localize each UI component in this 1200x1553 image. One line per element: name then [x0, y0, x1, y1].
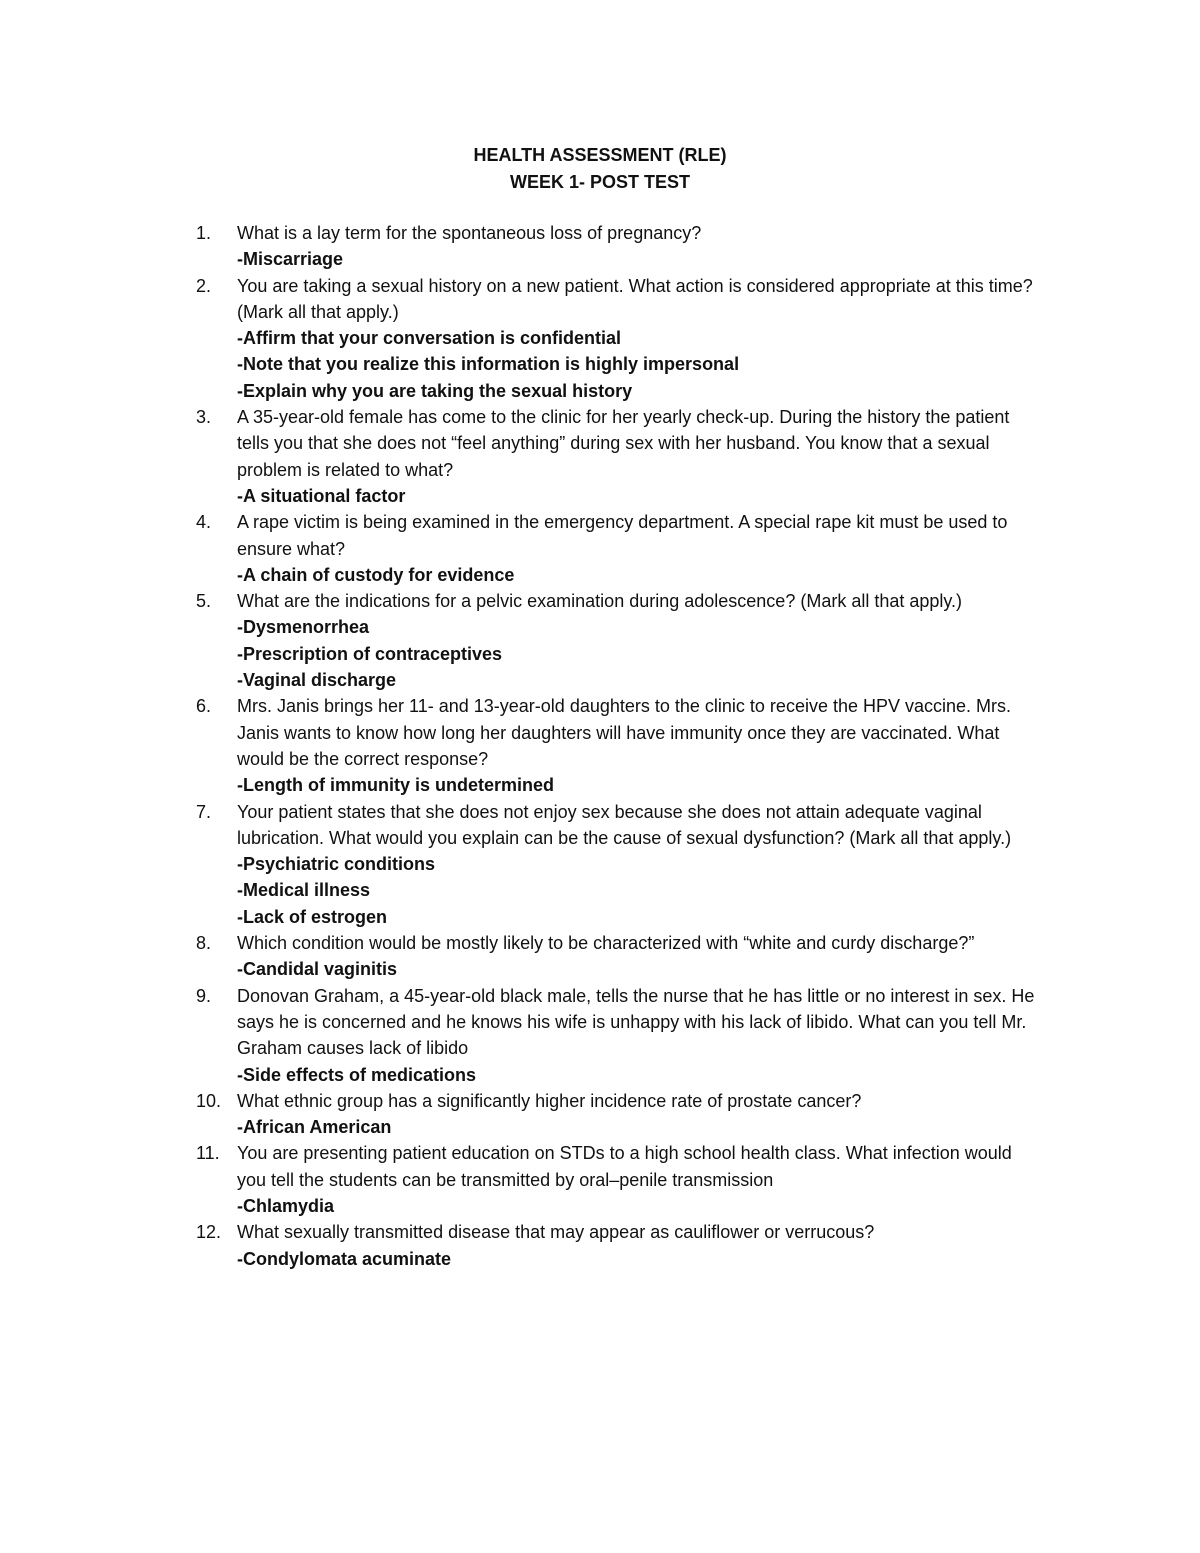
- question-item: [0, 588, 1037, 693]
- question-number: 11.: [196, 1143, 220, 1164]
- answer-text: -Dysmenorrhea: [237, 617, 370, 638]
- question-text: You are presenting patient education on STDs to a high school health class. What infection would you tell the students can be transmitted by oral–penile transmission: [237, 1143, 1012, 1190]
- question-item: [0, 983, 1037, 1088]
- question-item: [0, 1140, 1037, 1219]
- question-number: 4.: [196, 512, 212, 533]
- answer-text: -Miscarriage: [237, 249, 344, 270]
- question-number: 10.: [196, 1090, 222, 1111]
- question-number: 8.: [196, 933, 212, 954]
- answer-text: -Affirm that your conversation is confidential: [237, 328, 622, 349]
- question-number: 2.: [196, 275, 212, 296]
- question-text: What is a lay term for the spontaneous loss of pregnancy?: [237, 223, 702, 243]
- answer-text: -Prescription of contraceptives: [237, 643, 503, 664]
- question-item: [0, 273, 1037, 404]
- answer-text: -Vaginal discharge: [237, 670, 397, 691]
- question-text: A 35-year-old female has come to the clinic for her yearly check-up. During the history the patient tells you that she does not “feel anything” during sex with her husband. You know that a sexual problem is related to what?: [237, 407, 1010, 480]
- question-item: [0, 799, 1037, 930]
- question-number: 6.: [196, 696, 212, 717]
- question-text: Your patient states that she does not enjoy sex because she does not attain adequate vaginal lubrication. What would you explain can be the cause of sexual dysfunction? (Mark all that apply.): [237, 801, 1012, 848]
- question-text: A rape victim is being examined in the emergency department. A special rape kit must be used to ensure what?: [237, 512, 1008, 559]
- question-number: 3.: [196, 407, 212, 428]
- answer-text: -Lack of estrogen: [237, 906, 388, 927]
- question-text: What sexually transmitted disease that may appear as cauliflower or verrucous?: [237, 1222, 875, 1243]
- answer-text: -Length of immunity is undetermined: [237, 775, 555, 796]
- document-subtitle: WEEK 1- POST TEST: [509, 172, 691, 192]
- document-title: HEALTH ASSESSMENT (RLE): [473, 145, 727, 165]
- question-number: 12.: [196, 1222, 222, 1243]
- question-text: Donovan Graham, a 45-year-old black male, tells the nurse that he has little or no interest in sex. He says he is concerned and he knows his wife is unhappy with his lack of libido. What can you tell Mr. Graham causes lack of libido: [237, 985, 1035, 1059]
- answer-text: -African American: [237, 1117, 392, 1138]
- question-item: [0, 404, 1037, 509]
- answer-text: -Note that you realize this information is highly impersonal: [237, 354, 740, 375]
- answer-text: -Chlamydia: [237, 1195, 335, 1216]
- question-item: [0, 693, 1037, 798]
- question-item: [0, 1088, 1037, 1141]
- question-number: 5.: [196, 591, 212, 612]
- question-item: [0, 1219, 1037, 1272]
- question-number: 9.: [196, 985, 212, 1006]
- answer-text: -Condylomata acuminate: [237, 1248, 452, 1269]
- question-text: What ethnic group has a significantly higher incidence rate of prostate cancer?: [237, 1090, 862, 1111]
- title-block: [0, 142, 1200, 196]
- question-number: 7.: [196, 801, 212, 822]
- question-number: 1.: [196, 223, 212, 243]
- question-text: Which condition would be mostly likely to be characterized with “white and curdy discharge?”: [237, 933, 975, 954]
- answer-text: -Medical illness: [237, 880, 371, 901]
- question-text: Mrs. Janis brings her 11- and 13-year-old daughters to the clinic to receive the HPV vaccine. Mrs. Janis wants to know how long her daughters will have immunity once they are vaccinated. What would be the correct response?: [237, 696, 1012, 769]
- question-item: [0, 930, 1037, 983]
- answer-text: -Side effects of medications: [237, 1064, 477, 1085]
- answer-text: -Psychiatric conditions: [237, 854, 436, 875]
- question-item: [0, 220, 1037, 273]
- answer-text: -Explain why you are taking the sexual history: [237, 380, 633, 401]
- answer-text: -A chain of custody for evidence: [237, 564, 515, 585]
- question-text: You are taking a sexual history on a new patient. What action is considered appropriate at this time? (Mark all that apply.): [237, 275, 1033, 322]
- question-list: [0, 220, 1200, 1272]
- answer-text: -Candidal vaginitis: [237, 959, 398, 980]
- question-item: [0, 509, 1037, 588]
- question-text: What are the indications for a pelvic examination during adolescence? (Mark all that apply.): [237, 591, 963, 612]
- answer-text: -A situational factor: [237, 485, 406, 506]
